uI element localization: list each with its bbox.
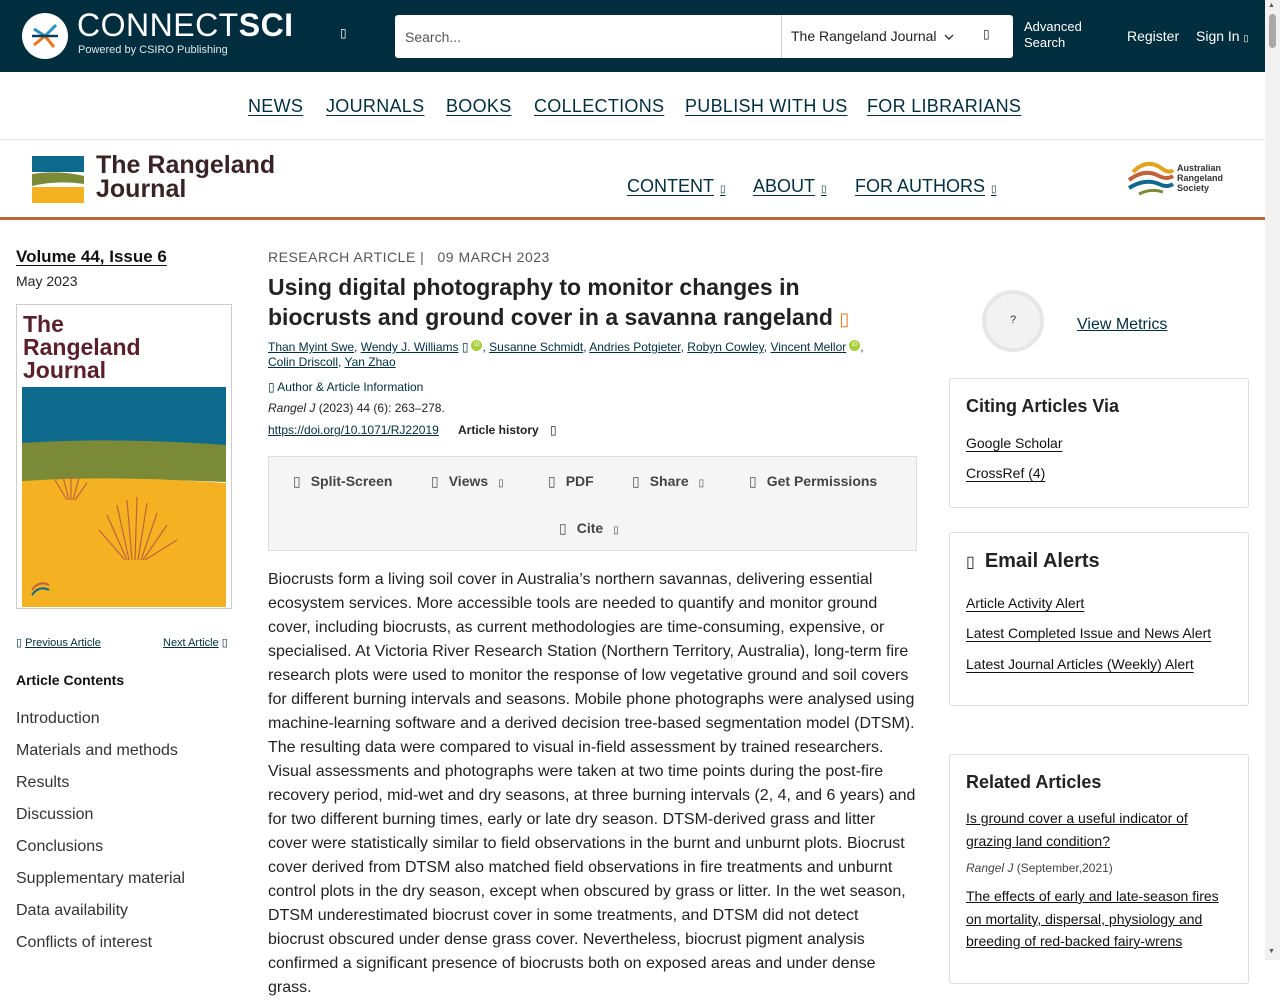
pdf-icon: ▯: [548, 473, 556, 489]
citation: Rangel J (2023) 44 (6): 263–278.: [268, 401, 445, 415]
views-icon: ▯: [431, 473, 439, 489]
author-link[interactable]: Than Myint Swe: [268, 340, 355, 354]
altmetric-badge[interactable]: ?: [982, 290, 1044, 352]
author-link[interactable]: Vincent Mellor: [770, 340, 847, 354]
register-link[interactable]: Register: [1127, 28, 1180, 44]
permissions-icon: ▯: [749, 473, 757, 489]
citing-articles-heading: Citing Articles Via: [966, 396, 1120, 416]
split-screen-icon: ▯: [293, 473, 301, 489]
journal-nav-for-authors[interactable]: FOR AUTHORS ▯: [855, 176, 997, 196]
article-type: RESEARCH ARTICLE | 09 MARCH 2023: [268, 249, 550, 265]
user-icon: ▯: [1243, 33, 1249, 43]
toc-conclusions[interactable]: Conclusions: [16, 838, 104, 855]
chevron-down-icon[interactable]: [943, 31, 955, 43]
mail-icon: ▯: [966, 554, 975, 571]
share-icon: ▯: [632, 473, 640, 489]
scroll-down-arrow-icon[interactable]: ▼: [1268, 948, 1275, 955]
toc-supplementary[interactable]: Supplementary material: [16, 870, 185, 887]
author-list: Than Myint Swe, Wendy J. Williams ▯ iD , Susanne Schmidt, Andries Potgieter, Robyn Cowley, Vincent Mellor iD , Colin Driscoll, Yan Zhao: [268, 340, 864, 369]
email-icon: ▯: [461, 340, 469, 354]
advanced-search-link[interactable]: Advanced Search: [1024, 19, 1082, 50]
dropdown-icon: ▯: [991, 184, 997, 195]
plus-icon: ▯: [268, 380, 278, 394]
issue-cover[interactable]: [16, 304, 232, 609]
cover-title: The Rangeland Journal: [23, 311, 141, 383]
page-scrollbar[interactable]: [1265, 0, 1280, 960]
powered-by: Powered by CSIRO Publishing: [78, 44, 228, 56]
dropdown-icon: ▯: [821, 184, 827, 195]
related-article-source: Rangel J (September,2021): [966, 861, 1113, 875]
views-button[interactable]: ▯ Views ▯: [431, 473, 504, 489]
sign-in-link[interactable]: Sign In ▯: [1196, 28, 1249, 44]
author-link[interactable]: Robyn Cowley: [687, 340, 764, 354]
issue-date: May 2023: [16, 273, 78, 289]
search-input[interactable]: [395, 15, 781, 58]
search-button[interactable]: ▯: [983, 27, 990, 41]
nav-books[interactable]: BOOKS: [446, 96, 512, 116]
crossref-link[interactable]: CrossRef (4): [966, 465, 1046, 481]
orcid-icon[interactable]: iD: [849, 340, 860, 351]
article-date: 09 MARCH 2023: [437, 249, 550, 265]
doi-link[interactable]: https://doi.org/10.1071/RJ22019: [268, 423, 439, 437]
dropdown-icon: ▯: [613, 525, 619, 536]
email-alerts-heading: ▯ Email Alerts: [966, 550, 1100, 572]
toc-introduction[interactable]: Introduction: [16, 710, 100, 727]
main-nav: [0, 72, 1265, 140]
citing-articles-box: [949, 378, 1249, 508]
issue-volume-link[interactable]: Volume 44, Issue 6: [16, 247, 167, 266]
dropdown-icon: ▯: [698, 478, 705, 489]
latest-articles-alert-link[interactable]: Latest Journal Articles (Weekly) Alert: [966, 656, 1194, 672]
search-box: [395, 15, 1013, 58]
email-alerts-box: [949, 532, 1249, 706]
toc-data-availability[interactable]: Data availability: [16, 902, 129, 919]
scroll-up-arrow-icon[interactable]: ▲: [1268, 2, 1275, 9]
nav-collections[interactable]: COLLECTIONS: [534, 96, 665, 116]
nav-for-librarians[interactable]: FOR LIBRARIANS: [867, 96, 1022, 116]
author-link[interactable]: Susanne Schmidt: [489, 340, 584, 354]
journal-nav-about[interactable]: ABOUT ▯: [753, 176, 827, 196]
author-link[interactable]: Yan Zhao: [344, 355, 396, 369]
cite-button[interactable]: ▯ Cite ▯: [559, 520, 619, 536]
author-info-toggle[interactable]: ▯ Author & Article Information: [268, 380, 424, 394]
chevron-right-icon: ▯: [218, 637, 228, 649]
author-link[interactable]: Colin Driscoll: [268, 355, 339, 369]
pdf-button[interactable]: ▯ PDF: [548, 473, 594, 489]
related-articles-box: [949, 754, 1249, 984]
split-screen-button[interactable]: ▯ Split-Screen: [293, 473, 393, 489]
article-contents-list: [16, 710, 185, 966]
google-scholar-link[interactable]: Google Scholar: [966, 435, 1063, 451]
get-permissions-button[interactable]: ▯ Get Permissions: [749, 473, 878, 489]
related-article-link[interactable]: The effects of early and late-season fires on mortality, dispersal, physiology and breeding of red-backed fairy-wrens: [966, 888, 1219, 949]
article-abstract: Biocrusts form a living soil cover in Australia’s northern savannas, delivering essential ecosystem services. More accessible tools are needed to quantify and monitor ground cover, including biocrusts, as current methodologies are time-consuming, expensive, or specialised. At Victoria River Research Station (Northern Territory, Australia), long-term fire research plots were used to monitor the response of low vegetative ground and soil covers for different burning intervals and seasons. Mobile phone photographs were analysed using machine-learning software and a derived decision tree-based segmentation model (DTSM). The resulting data were compared to visual in-field assessment by trained researchers. Visual assessments and photographs were taken at two time points during the post-fire recovery period, mid-wet and dry seasons, at three burning intervals (2, 4, and 6 years) and for two different burning times, early or late dry season. DTSM-derived grass and litter cover were statistically similar to field observations in the burnt and unburnt plots. Biocrust cover derived from DTSM also matched field observations in fire treatments and unburnt control plots in the dry season, except when obscured by grass or litter. In the wet season, DTSM underestimated biocrust cover in some treatments, and DTSM did not detect biocrust obscured under dense grass cover. Nevertheless, biocrust pigment analysis confirmed a significant presence of biocrusts both on exposed areas and under dense grass.: [268, 571, 916, 996]
top-bar: [0, 0, 1265, 72]
journal-title[interactable]: The Rangeland Journal: [96, 151, 276, 203]
article-title: Using digital photography to monitor changes in biocrusts and ground cover in a savanna rangeland ▯: [268, 274, 850, 330]
next-article-link[interactable]: Next Article ▯: [163, 637, 228, 649]
menu-icon[interactable]: ▯: [340, 26, 347, 40]
related-article-link[interactable]: Is ground cover a useful indicator of grazing land condition?: [966, 810, 1188, 849]
nav-journals[interactable]: JOURNALS: [326, 96, 425, 116]
society-logo-icon[interactable]: [1127, 158, 1175, 200]
toc-conflicts[interactable]: Conflicts of interest: [16, 934, 153, 951]
article-contents-heading: Article Contents: [16, 672, 125, 688]
cite-icon: ▯: [559, 520, 567, 536]
search-scope-select[interactable]: The Rangeland Journal: [791, 28, 937, 44]
share-button[interactable]: ▯ Share ▯: [632, 473, 705, 489]
scrollbar-thumb[interactable]: [1269, 14, 1276, 48]
related-articles-heading: Related Articles: [966, 772, 1102, 792]
society-name: Australian Rangeland Society: [1177, 163, 1224, 193]
connectsci-logo-icon: [28, 19, 62, 53]
journal-nav-content[interactable]: CONTENT ▯: [627, 176, 726, 196]
author-link[interactable]: Andries Potgieter: [589, 340, 681, 354]
nav-publish-with-us[interactable]: PUBLISH WITH US: [685, 96, 848, 116]
journal-header: [0, 141, 1265, 220]
nav-news[interactable]: NEWS: [248, 96, 304, 116]
article-history-toggle[interactable]: Article history ▯: [458, 423, 557, 437]
view-metrics-link[interactable]: View Metrics: [1077, 316, 1168, 333]
article-activity-alert-link[interactable]: Article Activity Alert: [966, 595, 1085, 611]
author-link[interactable]: Wendy J. Williams: [360, 340, 459, 354]
open-access-icon: ▯: [839, 309, 850, 329]
dropdown-icon: ▯: [498, 478, 504, 489]
journal-logo-icon[interactable]: [32, 156, 84, 203]
toc-discussion[interactable]: Discussion: [16, 806, 94, 823]
toc-results[interactable]: Results: [16, 774, 70, 791]
chevron-down-icon: ▯: [550, 423, 557, 437]
search-divider: [781, 15, 782, 58]
chevron-left-icon: ▯: [16, 637, 26, 649]
cover-artwork: [17, 385, 231, 610]
dropdown-icon: ▯: [720, 184, 726, 195]
brand-wordmark: CONNECTSCI: [77, 7, 294, 43]
latest-issue-alert-link[interactable]: Latest Completed Issue and News Alert: [966, 625, 1212, 641]
previous-article-link[interactable]: ▯ Previous Article: [16, 637, 101, 649]
orcid-icon[interactable]: iD: [471, 340, 482, 351]
connectsci-logo[interactable]: [22, 13, 68, 59]
toc-materials-methods[interactable]: Materials and methods: [16, 742, 178, 759]
article-toolbar: [268, 456, 917, 551]
